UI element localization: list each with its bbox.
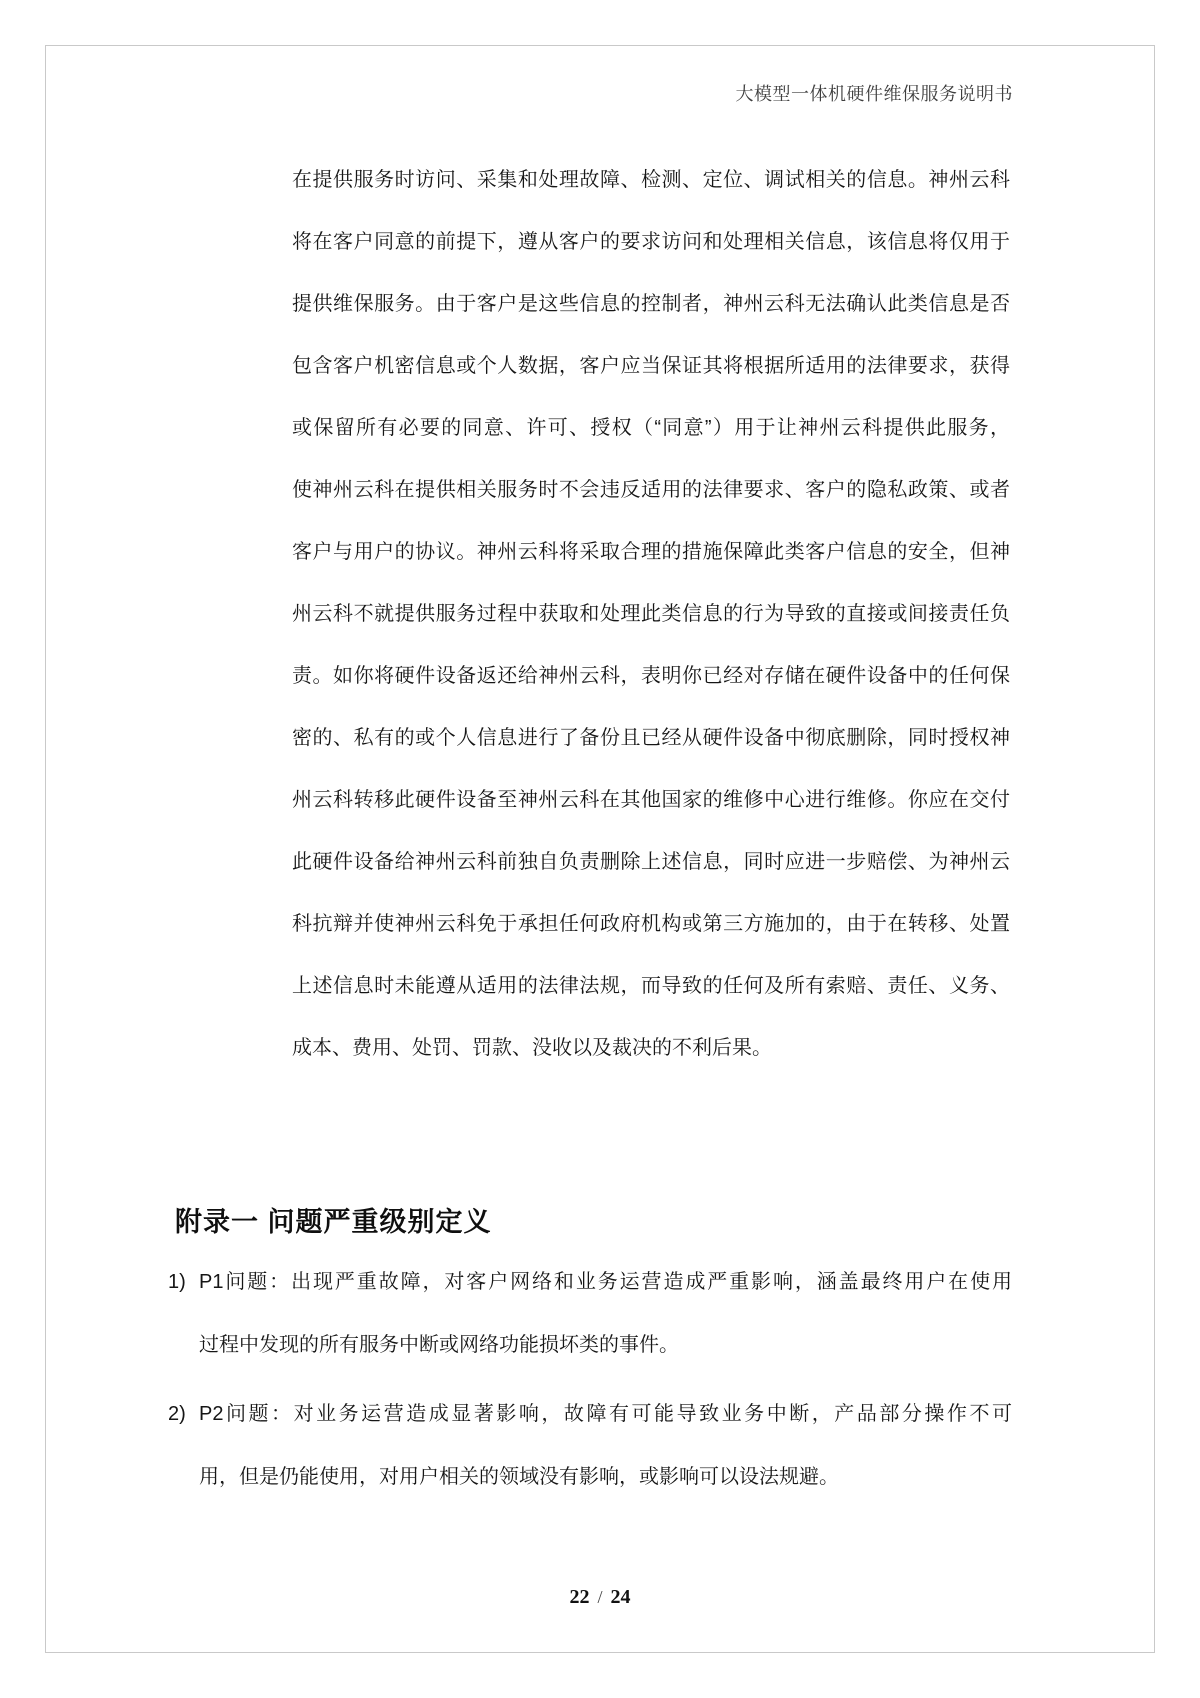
list-item-text [199, 1383, 1012, 1509]
list-item-p1 [168, 1251, 1012, 1377]
paragraph-line: 成本、费用、处罚、罚款、没收以及裁决的不利后果。 [292, 1037, 772, 1059]
paragraph-line: 客户与用户的协议。神州云科将采取合理的措施保障此类客户信息的安全，但神 [292, 541, 1010, 563]
appendix-one-heading: 附录一 问题严重级别定义 [175, 1207, 492, 1238]
paragraph-line: 使神州云科在提供相关服务时不会违反适用的法律要求、客户的隐私政策、或者 [292, 479, 1010, 501]
paragraph-line: 包含客户机密信息或个人数据，客户应当保证其将根据所适用的法律要求，获得 [292, 355, 1010, 377]
paragraph-line: 责。如你将硬件设备返还给神州云科，表明你已经对存储在硬件设备中的任何保 [292, 665, 1010, 687]
paragraph-line: 将在客户同意的前提下，遵从客户的要求访问和处理相关信息，该信息将仅用于 [292, 231, 1010, 253]
paragraph-line: 或保留所有必要的同意、许可、授权（“同意”）用于让神州云科提供此服务， [292, 417, 1010, 439]
total-page-number: 24 [610, 1586, 631, 1608]
page-number-separator: / [597, 1587, 603, 1607]
paragraph-line: 上述信息时未能遵从适用的法律法规，而导致的任何及所有索赔、责任、义务、 [292, 975, 1010, 997]
list-item-line: P1问题：出现严重故障，对客户网络和业务运营造成严重影响，涵盖最终用户在使用 [199, 1271, 1012, 1293]
paragraph-line: 州云科转移此硬件设备至神州云科在其他国家的维修中心进行维修。你应在交付 [292, 789, 1010, 811]
list-item-p2 [168, 1383, 1012, 1509]
list-marker: 2) [168, 1403, 186, 1425]
page-number-footer [0, 1586, 1200, 1609]
paragraph-line: 提供维保服务。由于客户是这些信息的控制者，神州云科无法确认此类信息是否 [292, 293, 1010, 315]
paragraph-line: 此硬件设备给神州云科前独自负责删除上述信息，同时应进一步赔偿、为神州云 [292, 851, 1010, 873]
list-item-line: P2问题：对业务运营造成显著影响，故障有可能导致业务中断，产品部分操作不可 [199, 1403, 1012, 1425]
paragraph-line: 州云科不就提供服务过程中获取和处理此类信息的行为导致的直接或间接责任负 [292, 603, 1010, 625]
current-page-number: 22 [569, 1586, 590, 1608]
privacy-terms-paragraph [292, 149, 1010, 1079]
severity-definition-list [168, 1251, 1012, 1509]
list-item-line: 过程中发现的所有服务中断或网络功能损坏类的事件。 [199, 1334, 679, 1356]
list-item-line: 用，但是仍能使用，对用户相关的领域没有影响，或影响可以设法规避。 [199, 1466, 839, 1488]
document-header-title: 大模型一体机硬件维保服务说明书 [735, 84, 1013, 104]
paragraph-line: 科抗辩并使神州云科免于承担任何政府机构或第三方施加的，由于在转移、处置 [292, 913, 1010, 935]
paragraph-line: 在提供服务时访问、采集和处理故障、检测、定位、调试相关的信息。神州云科 [292, 169, 1010, 191]
list-item-text [199, 1251, 1012, 1377]
paragraph-line: 密的、私有的或个人信息进行了备份且已经从硬件设备中彻底删除，同时授权神 [292, 727, 1010, 749]
list-marker: 1) [168, 1271, 186, 1293]
